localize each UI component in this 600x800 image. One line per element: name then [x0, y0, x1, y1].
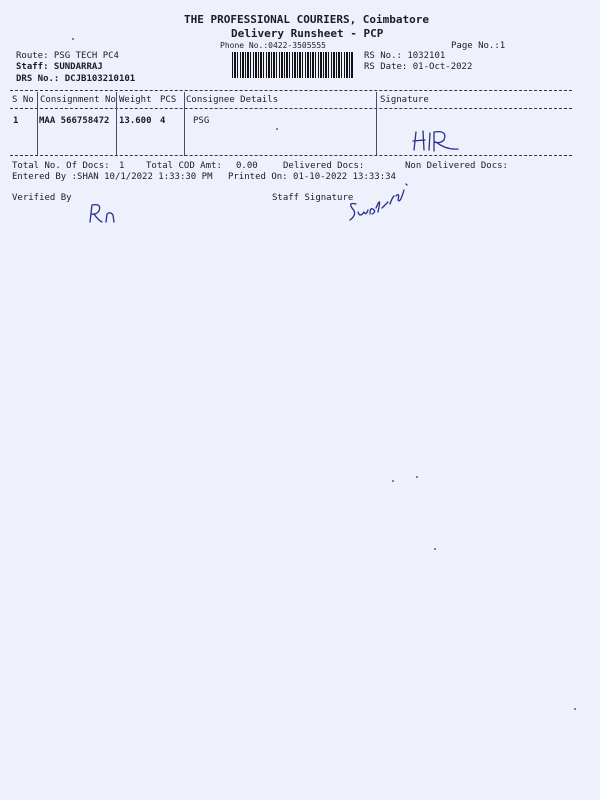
entered-by: Entered By :SHAN 10/1/2022 1:33:30 PM [12, 172, 213, 182]
staff-signature-label: Staff Signature [272, 193, 354, 203]
col-header-consignment: Consignment No [40, 95, 116, 105]
scan-speck [574, 708, 576, 710]
phone-number: Phone No.:0422-3505555 [220, 41, 326, 50]
rs-number: RS No.: 1032101 [364, 51, 446, 61]
header-bottom-rule [10, 108, 572, 109]
company-name: THE PROFESSIONAL COURIERS, Coimbatore [184, 13, 430, 26]
col-header-sno: S No [12, 95, 34, 105]
scan-speck [392, 480, 394, 482]
cell-consignee: PSG [193, 116, 210, 126]
route-label: Route: PSG TECH PC4 [16, 51, 119, 61]
cell-weight: 13.600 [119, 116, 152, 126]
page-number: Page No.:1 [451, 41, 506, 51]
col-header-pcs: PCS [160, 95, 177, 105]
scan-speck [434, 548, 436, 550]
drs-number: DRS No.: DCJB103210101 [16, 74, 136, 84]
total-cod-label: Total COD Amt: [146, 161, 222, 171]
scan-speck [72, 38, 74, 40]
table-bottom-rule [10, 155, 572, 156]
handwritten-delivery-signature [410, 128, 466, 154]
scan-speck [416, 476, 418, 478]
barcode-image [232, 52, 354, 78]
col-header-consignee: Consignee Details [186, 95, 279, 105]
col-header-weight: Weight [119, 95, 152, 105]
total-docs-label: Total No. Of Docs: [12, 161, 110, 171]
staff-label: Staff: SUNDARRAJ [16, 62, 103, 72]
column-divider [184, 92, 185, 156]
col-header-signature: Signature [380, 95, 429, 105]
non-delivered-docs-label: Non Delivered Docs: [405, 161, 508, 171]
column-divider [376, 92, 377, 156]
handwritten-verifier-signature [86, 202, 126, 224]
verified-by-label: Verified By [12, 193, 72, 203]
cell-consignment: MAA 566758472 [39, 116, 110, 126]
printed-on: Printed On: 01-10-2022 13:33:34 [228, 172, 396, 182]
total-cod-value: 0.00 [236, 161, 258, 171]
column-divider [37, 92, 38, 156]
sheet-title: Delivery Runsheet - PCP [231, 27, 384, 40]
table-top-rule [10, 90, 572, 91]
delivered-docs-label: Delivered Docs: [283, 161, 365, 171]
handwritten-staff-signature [346, 182, 412, 224]
cell-pcs: 4 [160, 116, 166, 126]
column-divider [116, 92, 117, 156]
total-docs-value: 1 [119, 161, 125, 171]
cell-sno: 1 [13, 116, 19, 126]
rs-date: RS Date: 01-Oct-2022 [364, 62, 473, 72]
scan-speck [276, 128, 278, 130]
